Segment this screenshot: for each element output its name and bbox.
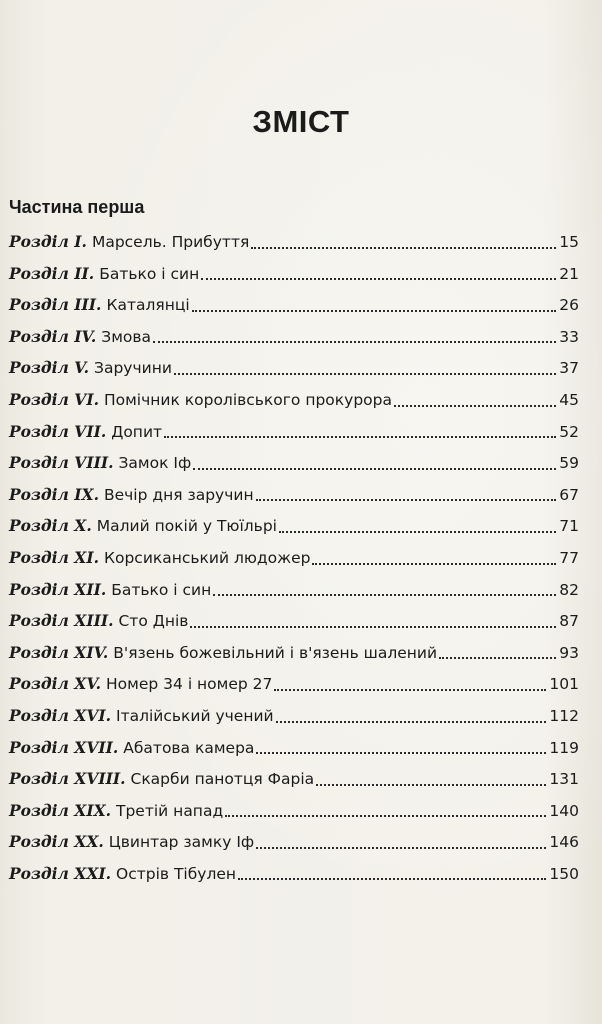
- chapter-title: Помічник королівського прокурора: [103, 390, 392, 409]
- chapter-label: Розділ XIV.: [9, 642, 109, 662]
- page-number: 67: [559, 485, 579, 504]
- page-number: 87: [559, 612, 579, 631]
- chapter-title: Третій напад: [116, 801, 224, 820]
- chapter-title: Замок Іф: [118, 454, 192, 473]
- chapter-title: Номер 34 і номер 27: [106, 675, 273, 694]
- page-number: 77: [559, 548, 579, 567]
- dot-leader: [225, 815, 546, 817]
- dot-leader: [174, 373, 556, 375]
- toc-entry: [9, 352, 579, 384]
- chapter-label: Розділ VI.: [9, 389, 99, 409]
- page-number: 21: [559, 264, 579, 283]
- chapter-label: Розділ XVI.: [9, 705, 111, 725]
- page-number: 33: [559, 327, 579, 346]
- dot-leader: [192, 310, 557, 312]
- chapter-title: Італійський учений: [116, 706, 274, 725]
- page-number: 59: [559, 454, 579, 473]
- chapter-title: Батько і син: [99, 264, 200, 283]
- page-number: 131: [549, 770, 579, 789]
- dot-leader: [316, 784, 546, 786]
- page-title: ЗМІСТ: [252, 104, 350, 139]
- page-number: 52: [559, 422, 579, 441]
- chapter-title: Каталянці: [106, 296, 190, 315]
- dot-leader: [279, 531, 556, 533]
- dot-leader: [276, 721, 547, 723]
- dot-leader: [213, 594, 556, 596]
- chapter-label: Розділ IV.: [9, 326, 97, 346]
- chapter-label: Розділ IX.: [9, 484, 99, 504]
- page-number: 112: [549, 706, 579, 725]
- chapter-title: Цвинтар замку Іф: [108, 833, 255, 852]
- dot-leader: [394, 405, 556, 407]
- page-number: 71: [559, 517, 579, 536]
- chapter-label: Розділ XII.: [9, 579, 107, 599]
- toc-entry: [9, 858, 579, 890]
- toc-entry: [9, 416, 579, 448]
- dot-leader: [193, 468, 556, 470]
- page-number: 93: [559, 643, 579, 662]
- toc-entry: [9, 258, 579, 290]
- toc-entry: [9, 574, 579, 606]
- chapter-title: Скарби панотця Фаріа: [130, 770, 315, 789]
- dot-leader: [201, 278, 556, 280]
- chapter-label: Розділ XXI.: [9, 863, 111, 883]
- dot-leader: [238, 878, 546, 880]
- toc-entry: [9, 510, 579, 542]
- toc-entry: [9, 479, 579, 511]
- dot-leader: [153, 341, 556, 343]
- toc-entry: [9, 226, 579, 258]
- toc-entry: [9, 795, 579, 827]
- dot-leader: [190, 626, 556, 628]
- chapter-title: Марсель. Прибуття: [91, 233, 250, 251]
- dot-leader: [274, 689, 546, 691]
- toc-entry: [9, 700, 579, 732]
- chapter-label: Розділ VIII.: [9, 453, 114, 473]
- page-number: 15: [559, 233, 579, 251]
- toc-entry: [9, 289, 579, 321]
- dot-leader: [439, 657, 556, 659]
- toc-entry: [9, 637, 579, 669]
- page-number: 150: [549, 864, 579, 883]
- toc-entry: [9, 542, 579, 574]
- toc-entry: [9, 321, 579, 353]
- chapter-label: Розділ XVII.: [9, 737, 119, 757]
- chapter-label: Розділ II.: [9, 263, 95, 283]
- dot-leader: [251, 247, 556, 249]
- chapter-title: Малий покій у Тюїльрі: [96, 517, 277, 536]
- toc-entry: [9, 763, 579, 795]
- chapter-label: Розділ XX.: [9, 832, 104, 852]
- chapter-title: Допит: [111, 422, 163, 441]
- toc-entry: [9, 605, 579, 637]
- chapter-title: Змова: [101, 327, 152, 346]
- page-number: 26: [559, 296, 579, 315]
- chapter-title: Батько і син: [111, 580, 212, 599]
- chapter-title: Корсиканський людожер: [103, 548, 311, 567]
- dot-leader: [312, 563, 556, 565]
- toc-entry: [9, 732, 579, 764]
- page-number: 101: [549, 675, 579, 694]
- page-number: 146: [549, 833, 579, 852]
- chapter-title: Заручини: [94, 359, 172, 378]
- table-of-contents: [9, 226, 579, 889]
- chapter-label: Розділ XVIII.: [9, 769, 126, 789]
- chapter-label: Розділ X.: [9, 516, 92, 536]
- chapter-label: Розділ XIX.: [9, 800, 111, 820]
- chapter-label: Розділ V.: [9, 358, 90, 378]
- chapter-title: Сто Днів: [118, 612, 189, 631]
- chapter-title: Острів Тібулен: [116, 864, 237, 883]
- chapter-label: Розділ III.: [9, 295, 102, 315]
- chapter-label: Розділ VII.: [9, 421, 107, 441]
- chapter-label: Розділ I.: [9, 232, 87, 251]
- page-number: 140: [549, 801, 579, 820]
- chapter-title: В'язень божевільний і в'язень шалений: [113, 643, 438, 662]
- chapter-label: Розділ XV.: [9, 674, 102, 694]
- page-number: 82: [559, 580, 579, 599]
- chapter-label: Розділ XIII.: [9, 611, 114, 631]
- dot-leader: [164, 436, 556, 438]
- page-number: 119: [549, 738, 579, 757]
- dot-leader: [256, 499, 557, 501]
- dot-leader: [256, 847, 546, 849]
- chapter-title: Абатова камера: [123, 738, 255, 757]
- chapter-title: Вечір дня заручин: [103, 485, 254, 504]
- part-heading: Частина перша: [9, 197, 145, 217]
- chapter-label: Розділ XI.: [9, 547, 99, 567]
- toc-entry: [9, 384, 579, 416]
- toc-entry: [9, 668, 579, 700]
- page-number: 37: [559, 359, 579, 378]
- toc-entry: [9, 826, 579, 858]
- page-number: 45: [559, 390, 579, 409]
- dot-leader: [256, 752, 546, 754]
- toc-entry: [9, 447, 579, 479]
